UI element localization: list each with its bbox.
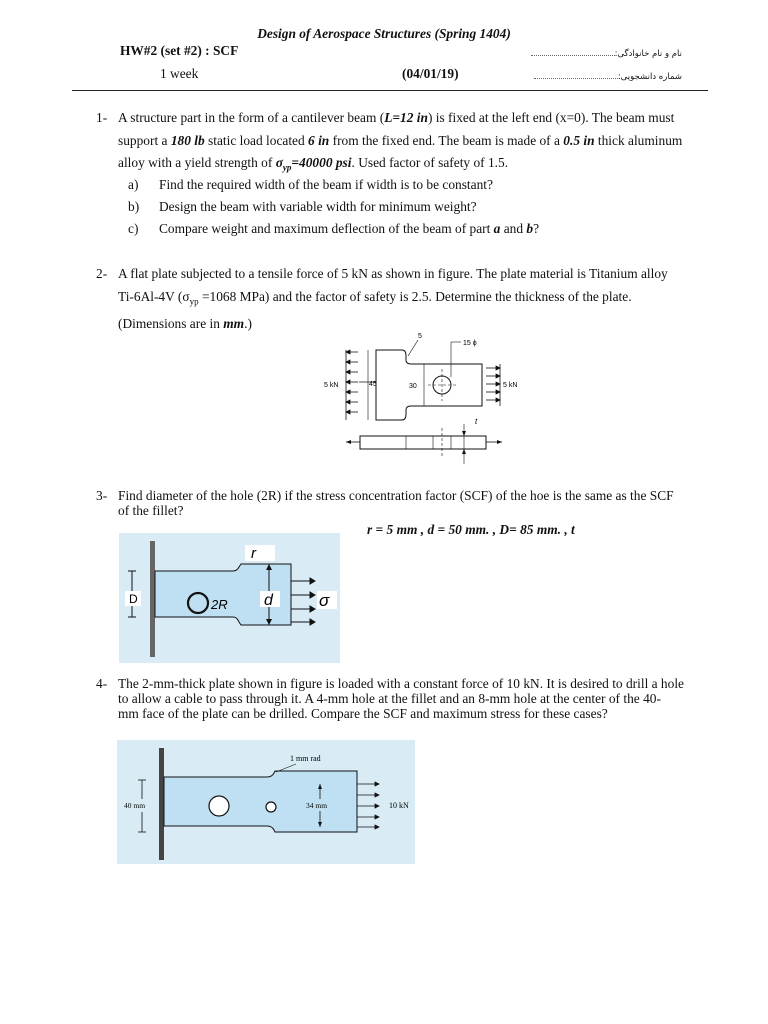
question-number: 2- [96,266,108,281]
q4-line-3: mm face of the plate can be drilled. Compare the SCF and maximum stress for these cases? [118,706,608,721]
q4-load: 10 kN [389,801,409,810]
q4-fillet-label: 1 mm rad [290,754,321,763]
name-field[interactable] [527,47,682,59]
name-field-label: نام و نام خانوادگی: [614,49,682,59]
question-1 [96,107,708,179]
duration: 1 week [160,66,199,81]
homework-label: HW#2 (set #2) : SCF [120,43,239,58]
course-title: Design of Aerospace Structures (Spring 1404) [257,26,511,41]
q2-thickness: t [475,417,478,426]
q2-line-1: A flat plate subjected to a tensile force of 5 kN as shown in figure. The plate material is Titanium alloy [118,266,668,281]
q2-dim-5: 5 [418,333,422,340]
q2-load-right: 5 kN [503,382,518,389]
question-number: 3- [96,488,108,503]
q3-label-r: r [251,545,256,562]
q2-load-left: 5 kN [324,382,339,389]
q3-label-d: d [264,592,273,609]
q1-line-3: alloy with a yield strength of $\sigma_{yp}=40000$ psi. Used factor of safety of 1.5. [118,155,509,173]
q4-figure [117,740,415,864]
q2-dim-30: 30 [409,383,417,390]
q4-width-40: 40 mm [124,801,146,810]
q3-given-values: r = 5 mm , d = 50 mm. , D= 85 mm. , t [367,522,575,537]
student-id-field-line[interactable] [534,70,618,79]
q4-width-34: 34 mm [306,801,328,810]
question-number: 1- [96,110,108,125]
question-2 [96,263,708,335]
name-field-line[interactable] [531,47,615,56]
question-4 [96,676,708,721]
date: (04/01/19) [402,66,459,81]
student-id-field-label: شماره دانشجویی: [617,72,682,82]
student-id-field[interactable] [530,70,682,82]
q2-figure [318,328,528,468]
q3-line-2: of the fillet? [118,503,184,518]
question-3 [96,488,708,518]
q4-line-2: to allow a cable to pass through it. A 4-mm hole at the fillet and an 8-mm hole at the center of the 40- [118,691,661,706]
q1-line-1: A structure part in the form of a cantilever beam (L=12 in) is fixed at the left end (x=0). The beam must [118,110,675,125]
q3-label-D: D [129,592,138,606]
q2-line-3: (Dimensions are in mm.) [118,315,252,331]
q4-line-1: The 2-mm-thick plate shown in figure is loaded with a constant force of 10 kN. It is desired to drill a hole [118,676,684,691]
q3-figure [119,533,340,663]
q3-label-2R: 2R [211,597,228,612]
q2-dim-15: 15 ϕ [463,340,477,347]
q2-dim-45: 45 [369,381,377,388]
q1-line-2: support a 180 lb static load located 6 in from the fixed end. The beam is made of a 0.5 in thick aluminum [118,132,683,148]
header-divider [72,90,708,91]
q3-line-1: Find diameter of the hole (2R) if the stress concentration factor (SCF) of the hoe is the same as the SCF [118,488,674,503]
q2-line-2: Ti-6Al-4V ($\sigma_{yp} =1068$ MPa) and the factor of safety is 2.5. Determine the thickness of the plate. [118,288,632,307]
q3-label-sigma: σ [319,591,330,610]
question-number: 4- [96,676,108,691]
